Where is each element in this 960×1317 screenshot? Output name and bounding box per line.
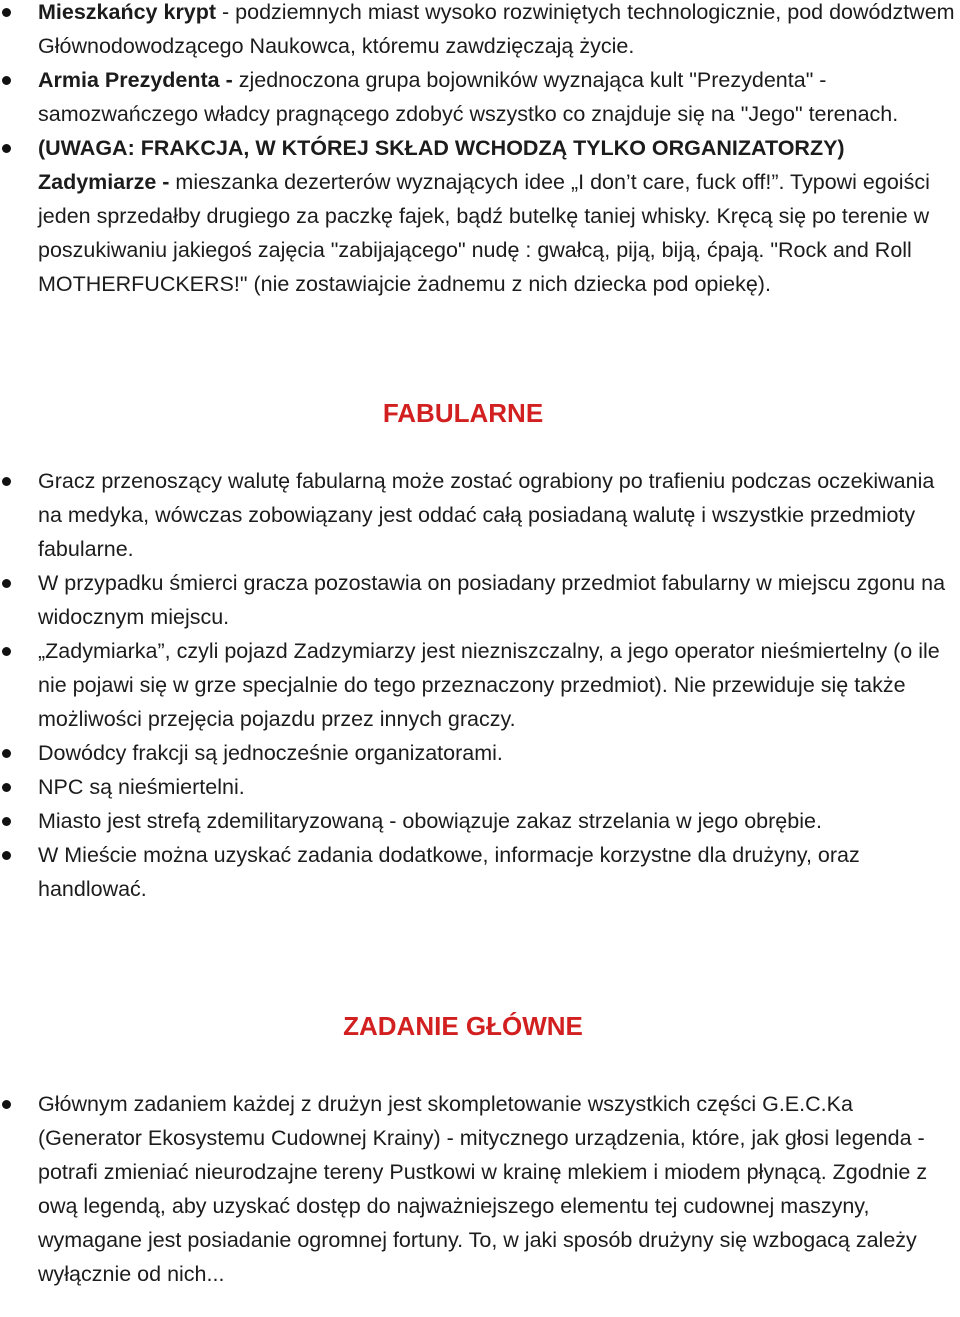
section-heading-zadanie-glowne: ZADANIE GŁÓWNE [343, 1011, 583, 1041]
list-item-text: W przypadku śmierci gracza pozostawia on posiadany przedmiot fabularny w miejscu zgonu na widocznym miejscu. [38, 571, 946, 629]
list-item [0, 736, 960, 770]
list-item-text: Gracz przenoszący walutę fabularną może zostać ograbiony po trafieniu podczas oczekiwania na medyka, wówczas zobowiązany jest oddać całą posiadaną walutę i wszystkie przedmioty fabularne. [38, 469, 935, 561]
list-item-text: Dowódcy frakcji są jednocześnie organizatorami. [38, 741, 503, 765]
bullet-icon [2, 647, 11, 656]
faction-description: mieszanka dezerterów wyznających idee „I don’t care, fuck off!”. Typowi egoiści jeden sprzedałby drugiego za paczkę fajek, bądź butelkę taniej whisky. Kręcą się po terenie w poszukiwaniu jakiegoś zajęcia "zabijającego" nudę : gwałcą, piją, biją, ćpają. "Rock and Roll MOTHERFUCKERS!" (nie zostawiajcie żadnemu z nich dziecka pod opiekę). [38, 170, 930, 296]
bullet-icon [2, 749, 11, 758]
fabularne-list [0, 464, 960, 906]
bullet-icon [2, 144, 11, 153]
list-item [0, 770, 960, 804]
list-item [0, 566, 960, 634]
section-heading-fabularne: FABULARNE [382, 398, 544, 428]
bullet-icon [2, 477, 11, 486]
faction-name: Mieszkańcy krypt [38, 0, 217, 24]
list-item [0, 464, 960, 566]
factions-list [0, 0, 960, 301]
list-item [0, 804, 960, 838]
list-item-zadymiarze [0, 131, 960, 301]
list-item-text: Głównym zadaniem każdej z drużyn jest skompletowanie wszystkich części G.E.C.Ka (Generator Ekosystemu Cudownej Krainy) - mitycznego urządzenia, które, jak głosi legenda - potrafi zmieniać nieurodzajne tereny Pustkowi w krainę mlekiem i miodem płynącą. Zgodnie z ową legendą, aby uzyskać dostęp do najważniejszego elementu tej cudownej maszyny, wymagane jest posiadanie ogromnej fortuny. To, w jaki sposób drużyny się wzbogacą zależy wyłącznie od nich... [38, 1092, 928, 1286]
faction-description: zjednoczona grupa bojowników wyznająca kult "Prezydenta" - samozwańczego władcy pragnącego zdobyć wszystko co znajduje się na "Jego" terenach. [38, 68, 899, 126]
faction-name: Armia Prezydenta - [38, 68, 233, 92]
bullet-icon [2, 8, 11, 17]
faction-description: - podziemnych miast wysoko rozwiniętych technologicznie, pod dowództwem Głównodowodzącego Naukowca, któremu zawdzięczają życie. [38, 0, 955, 58]
list-item-mieszkancy-krypt [0, 0, 960, 63]
bullet-icon [2, 817, 11, 826]
faction-note: (UWAGA: FRAKCJA, W KTÓREJ SKŁAD WCHODZĄ TYLKO ORGANIZATORZY) [38, 136, 845, 160]
faction-name: Zadymiarze - [38, 170, 170, 194]
list-item [0, 1087, 960, 1291]
list-item-text: Miasto jest strefą zdemilitaryzowaną - obowiązuje zakaz strzelania w jego obrębie. [38, 809, 822, 833]
list-item-text: „Zadymiarka”, czyli pojazd Zadzymiarzy jest niezniszczalny, a jego operator nieśmiertelny (o ile nie pojawi się w grze specjalnie do tego przeznaczony przedmiot). Nie przewiduje się także możliwości przejęcia pojazdu przez innych graczy. [38, 639, 940, 731]
zadanie-list [0, 1087, 960, 1291]
list-item-text: W Mieście można uzyskać zadania dodatkowe, informacje korzystne dla drużyny, oraz handlować. [38, 843, 860, 901]
bullet-icon [2, 851, 11, 860]
list-item-armia-prezydenta [0, 63, 960, 131]
bullet-icon [2, 1100, 11, 1109]
list-item [0, 634, 960, 736]
list-item [0, 838, 960, 906]
bullet-icon [2, 783, 11, 792]
list-item-text: NPC są nieśmiertelni. [38, 775, 245, 799]
bullet-icon [2, 76, 11, 85]
bullet-icon [2, 579, 11, 588]
